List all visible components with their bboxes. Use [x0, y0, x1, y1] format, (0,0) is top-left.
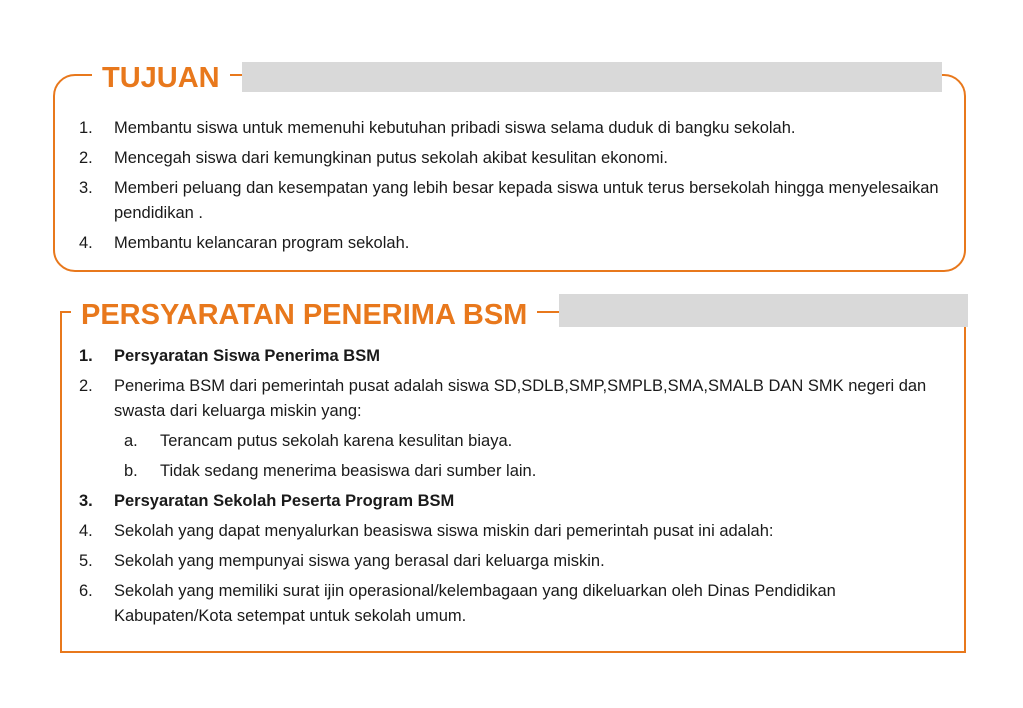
list-item-number: 2.	[79, 377, 93, 395]
list-item	[74, 549, 944, 574]
list-item-text: Sekolah yang memiliki surat ijin operasional/kelembagaan yang dikeluarkan oleh Dinas Pendidikan Kabupaten/Kota setempat untuk sekolah umum.	[114, 582, 836, 625]
list-item-text: Penerima BSM dari pemerintah pusat adalah siswa SD,SDLB,SMP,SMPLB,SMA,SMALB DAN SMK negeri dan swasta dari keluarga miskin yang:	[114, 377, 927, 420]
list-item-number: 3.	[79, 492, 93, 510]
list-item	[74, 231, 944, 256]
list-item	[74, 579, 944, 629]
list-item-heading	[74, 344, 944, 369]
sub-list-item	[74, 459, 944, 484]
persyaratan-list	[74, 344, 944, 634]
list-item-number: 1.	[79, 119, 93, 137]
list-item-number: 6.	[79, 582, 93, 600]
list-item-number: 1.	[79, 347, 93, 365]
list-item-number: 3.	[79, 179, 93, 197]
list-item-number: 5.	[79, 552, 93, 570]
tujuan-title: TUJUAN	[92, 60, 230, 96]
tujuan-title-bar	[242, 62, 942, 92]
sub-list-item	[74, 429, 944, 454]
list-item-heading	[74, 489, 944, 514]
list-item-number: 4.	[79, 522, 93, 540]
list-item-letter: b.	[124, 462, 138, 480]
list-item-text: Persyaratan Siswa Penerima BSM	[114, 347, 380, 365]
list-item-text: Membantu kelancaran program sekolah.	[114, 234, 410, 252]
list-item-letter: a.	[124, 432, 138, 450]
persyaratan-title: PERSYARATAN PENERIMA BSM	[71, 297, 537, 333]
list-item	[74, 519, 944, 544]
list-item	[74, 374, 944, 424]
list-item-number: 2.	[79, 149, 93, 167]
list-item-text: Sekolah yang dapat menyalurkan beasiswa siswa miskin dari pemerintah pusat ini adalah:	[114, 522, 774, 540]
list-item-text: Sekolah yang mempunyai siswa yang berasal dari keluarga miskin.	[114, 552, 605, 570]
list-item-text: Membantu siswa untuk memenuhi kebutuhan pribadi siswa selama duduk di bangku sekolah.	[114, 119, 796, 137]
list-item-text: Mencegah siswa dari kemungkinan putus sekolah akibat kesulitan ekonomi.	[114, 149, 668, 167]
list-item	[74, 116, 944, 141]
list-item-text: Tidak sedang menerima beasiswa dari sumber lain.	[160, 462, 537, 480]
list-item	[74, 176, 944, 226]
list-item-text: Terancam putus sekolah karena kesulitan biaya.	[160, 432, 513, 450]
list-item-text: Persyaratan Sekolah Peserta Program BSM	[114, 492, 455, 510]
tujuan-list	[74, 116, 944, 261]
persyaratan-title-bar	[559, 294, 968, 327]
list-item-number: 4.	[79, 234, 93, 252]
list-item	[74, 146, 944, 171]
list-item-text: Memberi peluang dan kesempatan yang lebih besar kepada siswa untuk terus bersekolah hingga menyelesaikan pendidikan .	[114, 179, 939, 222]
